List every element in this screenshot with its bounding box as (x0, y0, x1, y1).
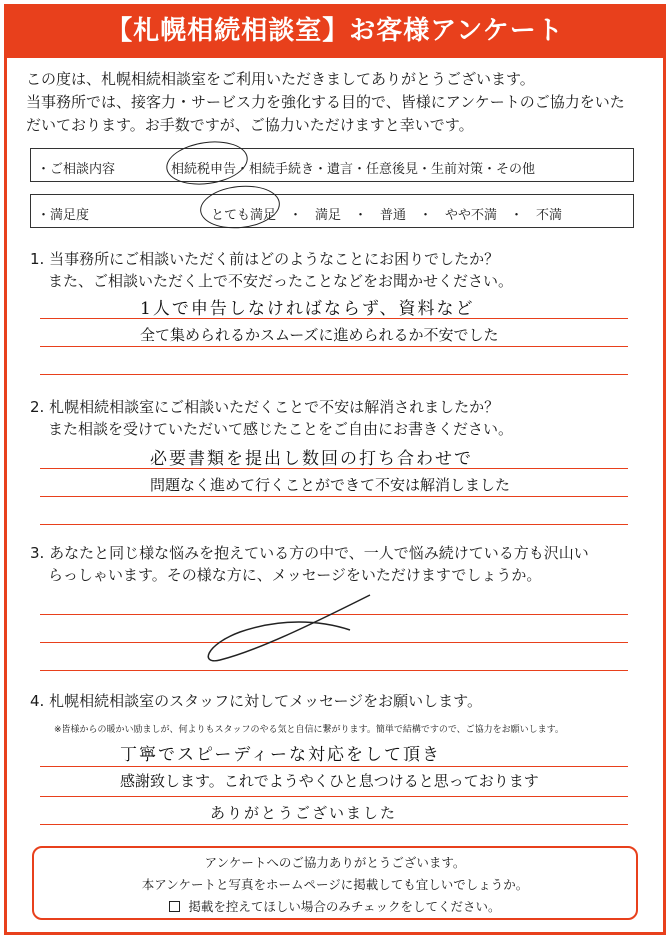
question-line: 2. 札幌相続相談室にご相談いただくことで不安は解消されましたか？ (30, 398, 500, 416)
handwritten-answer: ありがとうございました (210, 804, 398, 822)
satisfaction-box (30, 194, 634, 228)
consent-checkbox-row (34, 896, 636, 918)
question-line: 1. 当事務所にご相談いただく前はどのようなことにお困りでしたか？ (30, 250, 500, 268)
intro-line: だいております。お手数ですが、ご協力いただけますと幸いです。 (26, 116, 474, 134)
handwritten-answer: 丁寧でスピーディーな対応をして頂き (120, 745, 441, 765)
cross-out-scribble (200, 590, 380, 670)
consent-question: 本アンケートと写真をホームページに掲載しても宜しいでしょうか。 (141, 877, 529, 892)
question-3 (30, 542, 630, 586)
handwritten-answer: 1人で申告しなければならず、資料など (140, 299, 475, 319)
answer-line (40, 496, 628, 497)
handwritten-answer: 感謝致します。これでようやくひと息つけると思っております (120, 772, 539, 790)
handwritten-answer: 必要書類を提出し数回の打ち合わせで (150, 449, 473, 469)
question-line: 3. あなたと同じ様な悩みを抱えている方の中で、一人で悩み続けている方も沢山い (30, 544, 589, 562)
question-2 (30, 396, 630, 440)
intro-line: 当事務所では、接客力・サービス力を強化する目的で、皆様にアンケートのご協力をいた (26, 93, 625, 111)
answer-line (40, 670, 628, 671)
answer-line (40, 374, 628, 375)
answer-line (40, 346, 628, 347)
page-title: 【札幌相続相談室】お客様アンケート (106, 16, 564, 46)
consent-checkbox-label: 掲載を控えてほしい場合のみチェックをしてください。 (188, 899, 501, 914)
satisfaction-options: とても満足 ・ 満足 ・ 普通 ・ やや不満 ・ 不満 (211, 208, 563, 223)
answer-line (40, 796, 628, 797)
consult-type-options: 相続税申告・相続手続き・遺言・任意後見・生前対策・その他 (171, 162, 536, 177)
question-line: また、ご相談いただく上で不安だったことなどをお聞かせください。 (48, 272, 514, 290)
answer-line (40, 824, 628, 825)
consent-box (32, 846, 638, 920)
consult-type-label: ・ご相談内容 (37, 162, 116, 177)
handwritten-answer: 問題なく進めて行くことができて不安は解消しました (150, 476, 511, 494)
thanks-line: アンケートへのご協力ありがとうございます。 (204, 855, 466, 870)
consent-checkbox[interactable] (169, 901, 180, 912)
consult-type-box (30, 148, 634, 182)
answer-line (40, 766, 628, 767)
question-4-note: ※皆様からの暖かい励ましが、何よりもスタッフのやる気と自信に繋がります。簡単で結構ですので、ご協力をお願いします。 (54, 725, 564, 735)
handwritten-answer: 全て集められるかスムーズに進められるか不安でした (140, 326, 499, 344)
question-1 (30, 248, 630, 292)
answer-line (40, 524, 628, 525)
satisfaction-label: ・満足度 (37, 208, 90, 223)
question-line: また相談を受けていただいて感じたことをご自由にお書きください。 (48, 420, 514, 438)
intro-text (26, 68, 646, 137)
question-line: 4. 札幌相続相談室のスタッフに対してメッセージをお願いします。 (30, 692, 482, 710)
intro-line: この度は、札幌相続相談室をご利用いただきましてありがとうございます。 (26, 70, 535, 88)
question-4 (30, 690, 630, 712)
question-line: らっしゃいます。その様な方に、メッセージをいただけますでしょうか。 (48, 566, 542, 584)
